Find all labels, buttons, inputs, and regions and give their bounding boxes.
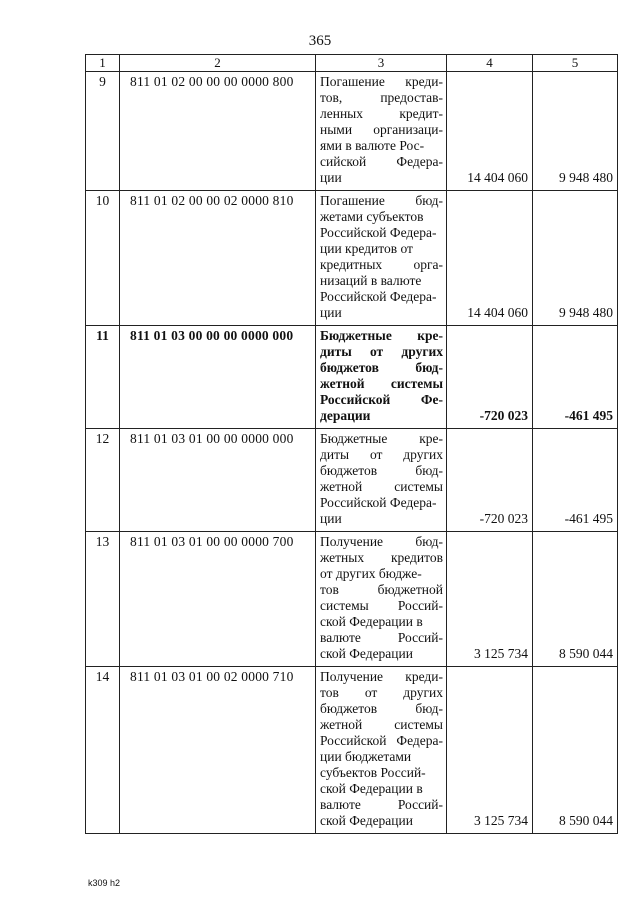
description-line [320, 408, 443, 424]
description-word: организаци- [373, 122, 443, 137]
column-header: 1 [86, 55, 120, 72]
amount-column-4: 3 125 734 [447, 667, 533, 834]
description-word: Федера- [396, 733, 443, 748]
description-word: от [364, 685, 378, 700]
description-word: Бюджетные [320, 328, 392, 343]
description-word: диты [320, 344, 352, 359]
description-line [320, 566, 443, 582]
description-word: других [401, 344, 443, 359]
description-line [320, 225, 443, 241]
description-word: других [403, 447, 443, 462]
column-header: 5 [533, 55, 618, 72]
description-word: бюд- [415, 701, 443, 716]
budget-code: 811 01 03 01 00 00 0000 700 [120, 532, 316, 667]
description-word: системы [394, 717, 443, 732]
description-line [320, 781, 443, 797]
description-word: бюджетной [377, 582, 443, 597]
description-word: бюд- [415, 534, 443, 549]
description-line [320, 74, 443, 90]
description-word: бюд- [415, 463, 443, 478]
description-line [320, 550, 443, 566]
description-cell [316, 326, 447, 429]
description-word: субъектов Россий- [320, 765, 426, 780]
description-word: системы [320, 598, 369, 613]
amount-column-4: 14 404 060 [447, 72, 533, 191]
description-line [320, 328, 443, 344]
table-row [86, 191, 618, 326]
description-cell [316, 429, 447, 532]
description-line [320, 701, 443, 717]
description-word: дерации [320, 408, 371, 423]
budget-code: 811 01 03 01 00 02 0000 710 [120, 667, 316, 834]
description-word: Российской Федера- [320, 225, 437, 240]
description-word: тов [320, 582, 339, 597]
description-word: ленных [320, 106, 363, 121]
description-word: Федера- [396, 154, 443, 169]
description-line [320, 511, 443, 527]
description-line [320, 257, 443, 273]
description-cell [316, 191, 447, 326]
description-word: Россий- [397, 630, 443, 645]
row-number: 12 [86, 429, 120, 532]
budget-code: 811 01 02 00 00 00 0000 800 [120, 72, 316, 191]
description-line [320, 122, 443, 138]
amount-column-5: -461 495 [533, 429, 618, 532]
amount-column-5: 9 948 480 [533, 191, 618, 326]
table-row [86, 532, 618, 667]
description-word: Российской [320, 392, 391, 407]
description-word: жетной [320, 479, 363, 494]
description-cell [316, 72, 447, 191]
amount-column-4: 14 404 060 [447, 191, 533, 326]
description-word: бюджетов [320, 360, 379, 375]
description-word: кредит- [399, 106, 443, 121]
description-line [320, 797, 443, 813]
description-word: Россий- [397, 598, 443, 613]
row-number: 14 [86, 667, 120, 834]
amount-column-5: 9 948 480 [533, 72, 618, 191]
description-line [320, 495, 443, 511]
description-word: Российской Федера- [320, 289, 437, 304]
row-number: 13 [86, 532, 120, 667]
description-line [320, 463, 443, 479]
description-word: Российской Федера- [320, 495, 437, 510]
description-line [320, 582, 443, 598]
description-word: кре- [417, 328, 443, 343]
description-line [320, 614, 443, 630]
description-word: предостав- [380, 90, 443, 105]
description-line [320, 154, 443, 170]
table-row [86, 667, 618, 834]
description-word: ции [320, 305, 342, 320]
description-word: Фе- [420, 392, 443, 407]
description-word: бюджетов [320, 701, 378, 716]
description-cell [316, 532, 447, 667]
description-line [320, 765, 443, 781]
description-word: Получение [320, 669, 384, 684]
description-line [320, 813, 443, 829]
description-word: других [403, 685, 443, 700]
description-word: кредитных [320, 257, 383, 272]
description-line [320, 431, 443, 447]
description-word: сийской [320, 154, 367, 169]
description-word: диты [320, 447, 350, 462]
description-word: Погашение [320, 74, 385, 89]
description-word: ской Федерации в [320, 614, 423, 629]
budget-code: 811 01 02 00 00 02 0000 810 [120, 191, 316, 326]
description-word: тов, [320, 90, 343, 105]
description-word: ской Федерации [320, 646, 413, 661]
description-word: системы [390, 376, 443, 391]
description-line [320, 241, 443, 257]
page-number: 365 [308, 33, 332, 49]
description-line [320, 305, 443, 321]
description-line [320, 685, 443, 701]
budget-code: 811 01 03 00 00 00 0000 000 [120, 326, 316, 429]
description-word: тов [320, 685, 339, 700]
description-word: системы [394, 479, 443, 494]
description-word: Российской [320, 733, 387, 748]
description-word: кре- [419, 431, 443, 446]
description-line [320, 360, 443, 376]
amount-column-4: -720 023 [447, 429, 533, 532]
row-number: 11 [86, 326, 120, 429]
description-line [320, 90, 443, 106]
description-word: валюте [320, 797, 361, 812]
description-line [320, 193, 443, 209]
description-word: ными [320, 122, 353, 137]
description-word: Бюджетные [320, 431, 388, 446]
description-line [320, 717, 443, 733]
budget-table [85, 54, 618, 834]
description-word: бюджетов [320, 463, 378, 478]
description-line [320, 138, 443, 154]
column-header: 3 [316, 55, 447, 72]
amount-column-5: -461 495 [533, 326, 618, 429]
description-line [320, 447, 443, 463]
column-header: 4 [447, 55, 533, 72]
description-word: жетной [320, 717, 363, 732]
column-header: 2 [120, 55, 316, 72]
budget-code: 811 01 03 01 00 00 0000 000 [120, 429, 316, 532]
header-row [86, 55, 618, 72]
description-line [320, 733, 443, 749]
description-line [320, 392, 443, 408]
description-word: от [369, 447, 383, 462]
table-row [86, 429, 618, 532]
description-word: бюд- [415, 193, 443, 208]
description-line [320, 273, 443, 289]
row-number: 10 [86, 191, 120, 326]
description-word: ями в валюте Рос- [320, 138, 425, 153]
description-word: ции [320, 511, 342, 526]
description-word: ции [320, 170, 342, 185]
description-line [320, 479, 443, 495]
description-line [320, 344, 443, 360]
table-row [86, 72, 618, 191]
amount-column-5: 8 590 044 [533, 532, 618, 667]
description-word: от [369, 344, 384, 359]
description-word: ции кредитов от [320, 241, 413, 256]
description-word: бюд- [415, 360, 443, 375]
description-line [320, 598, 443, 614]
description-line [320, 376, 443, 392]
description-word: жетных [320, 550, 365, 565]
amount-column-5: 8 590 044 [533, 667, 618, 834]
description-line [320, 209, 443, 225]
description-line [320, 170, 443, 186]
description-word: ской Федерации [320, 813, 413, 828]
description-word: валюте [320, 630, 361, 645]
description-word: орга- [413, 257, 443, 272]
footer-code: k309 h2 [88, 878, 121, 888]
description-line [320, 534, 443, 550]
description-word: Погашение [320, 193, 385, 208]
description-word: Россий- [397, 797, 443, 812]
description-word: кредитов [390, 550, 443, 565]
description-word: жетной [320, 376, 365, 391]
description-line [320, 630, 443, 646]
description-line [320, 669, 443, 685]
description-word: низаций в валюте [320, 273, 422, 288]
description-word: от других бюдже- [320, 566, 422, 581]
description-word: ской Федерации в [320, 781, 423, 796]
description-line [320, 289, 443, 305]
description-line [320, 646, 443, 662]
description-word: ции бюджетами [320, 749, 412, 764]
description-word: жетами субъектов [320, 209, 424, 224]
amount-column-4: 3 125 734 [447, 532, 533, 667]
description-word: креди- [405, 74, 443, 89]
amount-column-4: -720 023 [447, 326, 533, 429]
description-word: Получение [320, 534, 384, 549]
description-word: креди- [405, 669, 443, 684]
table-row [86, 326, 618, 429]
row-number: 9 [86, 72, 120, 191]
description-line [320, 106, 443, 122]
description-line [320, 749, 443, 765]
description-cell [316, 667, 447, 834]
